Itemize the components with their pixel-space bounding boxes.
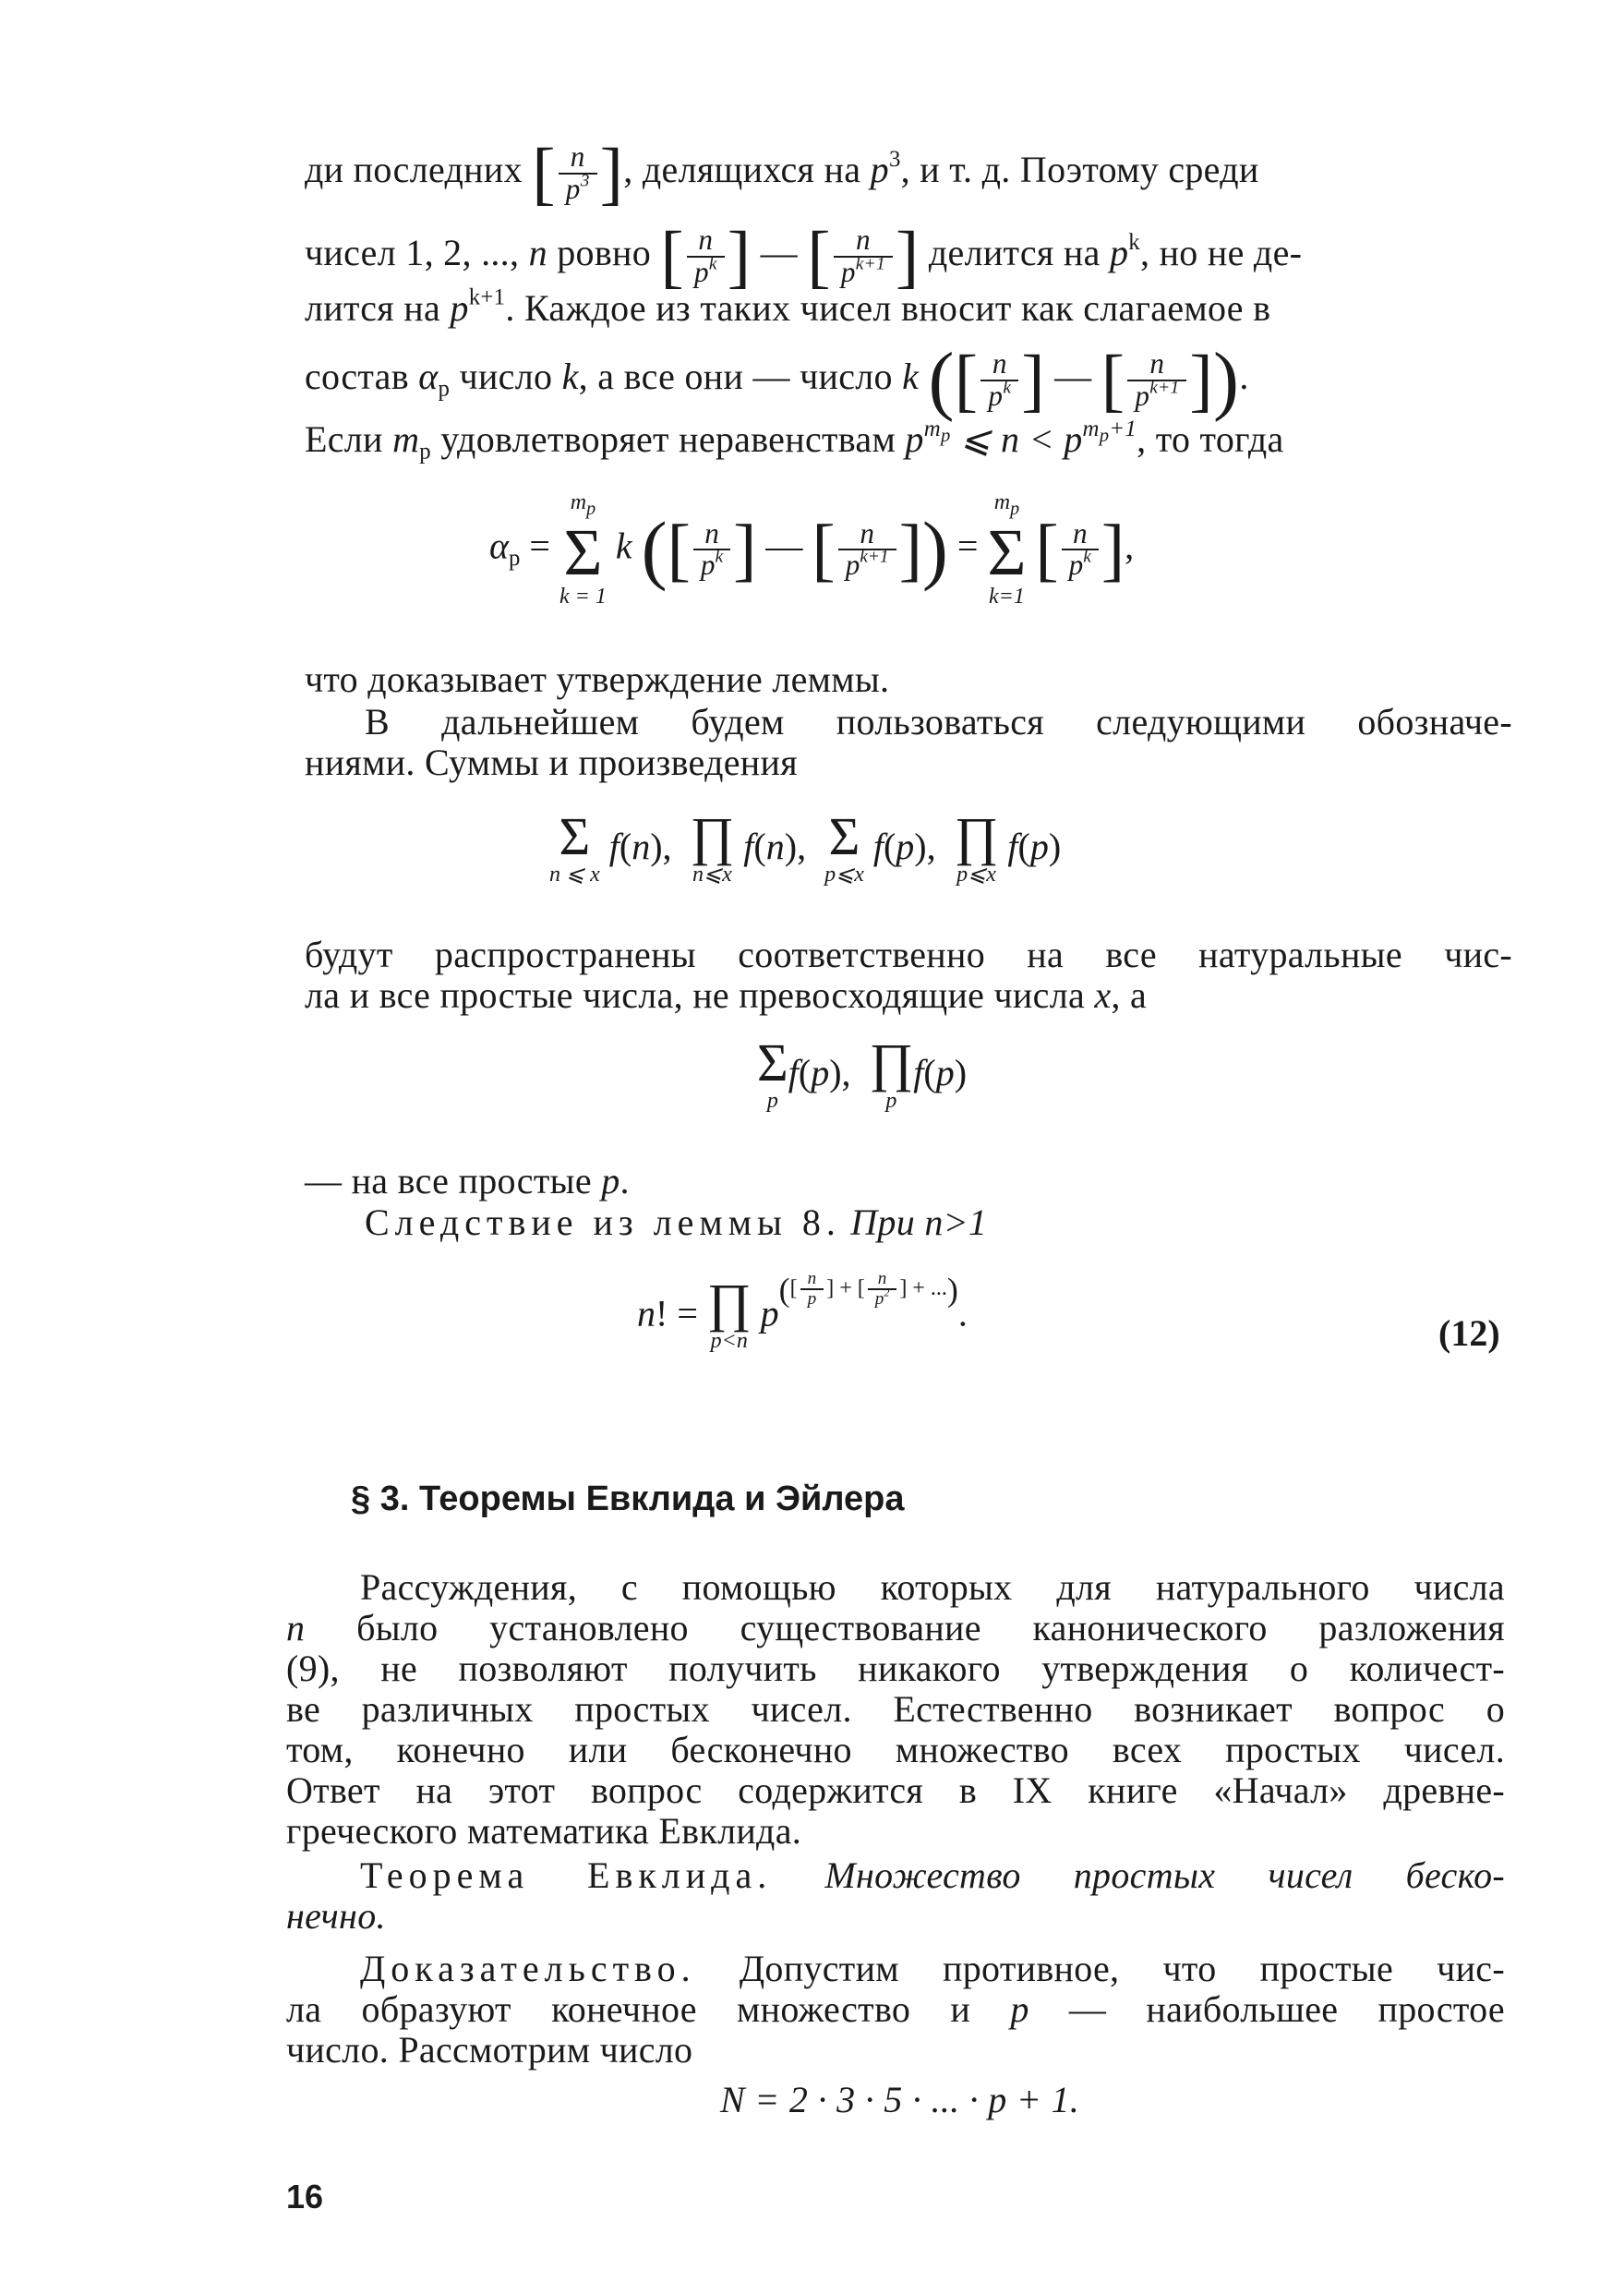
- theorem-line: нечно.: [286, 1895, 386, 1937]
- corollary-line: [365, 1201, 987, 1245]
- text-fragment: ди последних: [305, 149, 523, 191]
- text-line: состав $\alpha_p$ число k, а все они — число k ([ $\frac{n}{p^k}$ ] — [ $\frac{n}{p^{k+1}}$ ]).: [305, 337, 1249, 423]
- text-fragment: состав: [305, 356, 409, 398]
- proof-line: ла образуют конечное множество и p — наибольшее простое: [286, 1988, 1505, 2030]
- display-formula-factorial: n! = ∏ p<n $p^{([ \frac{n}{p} ] + [ \frac{n}{p^2} ] + ...)}$.: [637, 1269, 968, 1354]
- text-line: ве различных простых чисел. Естественно возникает вопрос о: [286, 1688, 1505, 1730]
- page-number: 16: [286, 2178, 324, 2216]
- text-fragment: лится на: [305, 287, 441, 329]
- text-fragment: Если: [305, 418, 383, 460]
- display-formula-all-primes: Σ p f(p), ∏ p f(p): [757, 1032, 968, 1113]
- text-fragment: было установлено существование канонического разложения: [356, 1607, 1505, 1648]
- text-fragment: ла и все простые числа, не превосходящие числа: [305, 974, 1086, 1016]
- text-line: В дальнейшем будем пользоваться следующими обозначе-: [365, 701, 1512, 743]
- text-line: n было установлено существование канонического разложения: [286, 1607, 1505, 1648]
- text-fragment: , то тогда: [1137, 418, 1284, 460]
- variable-x: x: [1094, 974, 1112, 1016]
- text-line: лится на $p^{k+1}$. Каждое из таких чисел вносит как слагаемое в: [305, 284, 1271, 329]
- section-heading: § 3. Теоремы Евклида и Эйлера: [351, 1479, 905, 1518]
- text-line: Ответ на этот вопрос содержится в IX книге «Начал» древне-: [286, 1769, 1505, 1811]
- text-fragment: удовлетворяет неравенствам: [440, 418, 896, 460]
- text-fragment: — на все простые: [305, 1160, 592, 1201]
- text-fragment: ровно: [557, 232, 652, 274]
- proof-line: число. Рассмотрим число: [286, 2029, 693, 2071]
- theorem-label: Теорема Евклида.: [360, 1854, 773, 1896]
- text-fragment: ла образуют конечное множество и: [286, 1988, 971, 2030]
- text-fragment: , и т. д. Поэтому среди: [900, 149, 1259, 191]
- text-line: ди последних [ $\frac{n}{p^3}$ ], делящихся на $p^3$, и т. д. Поэтому среди: [305, 135, 1259, 212]
- text-fragment: Допустим противное, что простые чис-: [739, 1948, 1505, 1989]
- theorem-line: [360, 1853, 1505, 1898]
- theorem-text: Множество простых чисел беско-: [824, 1854, 1505, 1896]
- text-line: ниями. Суммы и произведения: [305, 742, 798, 783]
- text-fragment: , делящихся на: [623, 149, 861, 191]
- text-fragment: число: [459, 356, 553, 398]
- corollary-label: Следствие из леммы 8.: [365, 1201, 841, 1243]
- text-fragment: . Каждое из таких чисел вносит как слагаемое в: [505, 287, 1271, 329]
- text-fragment: — наибольшее простое: [1068, 1988, 1505, 2030]
- corollary-text: При n>1: [850, 1201, 988, 1243]
- text-fragment: делится на: [928, 232, 1101, 274]
- text-fragment: , а все они — число: [578, 356, 893, 398]
- text-line: греческого математика Евклида.: [286, 1810, 802, 1852]
- text-line: что доказывает утверждение леммы.: [305, 658, 890, 700]
- text-line: Если $m_p$ удовлетворяет неравенствам $p^{m_p}$ ⩽ $n < p^{m_p+1}$, то тогда: [305, 416, 1284, 465]
- text-fragment: чисел 1, 2, ...,: [305, 232, 520, 274]
- display-formula-N: N = 2 · 3 · 5 · ... · p + 1.: [720, 2079, 1080, 2120]
- text-line: чисел 1, 2, ..., n ровно [ $\frac{n}{p^k}$ ] — [ $\frac{n}{p^{k+1}}$ ] делится на $p^k$, но не де-: [305, 218, 1303, 296]
- display-formula-sums: Σ n ⩽ x f(n), ∏ n⩽x f(n), Σ p⩽x f(p), ∏ p⩽x f(p): [549, 806, 1062, 887]
- equation-number: (12): [1438, 1312, 1500, 1354]
- text-line: том, конечно или бесконечно множество всех простых чисел.: [286, 1729, 1505, 1770]
- text-line: (9), не позволяют получить никакого утверждения о количест-: [286, 1648, 1505, 1689]
- text-line: ла и все простые числа, не превосходящие числа x, а: [305, 974, 1148, 1016]
- text-line: будут распространены соответственно на все натуральные чис-: [305, 934, 1512, 975]
- text-fragment: , но не де-: [1139, 232, 1303, 274]
- proof-label: Доказательство.: [360, 1948, 696, 1989]
- proof-line: [360, 1947, 1505, 1991]
- text-line: — на все простые p.: [305, 1160, 630, 1201]
- display-formula-alpha: $\alpha_p$ = $m_p$ Σ k = 1 k ([ $\frac{n}{p^k}$ ] — [ $\frac{n}{p^{k+1}}$ ]) = $m_p$ Σ k=1 [ $\frac{n}{p^k}$ ],: [489, 490, 1135, 609]
- text-line: Рассуждения, с помощью которых для натурального числа: [360, 1566, 1505, 1608]
